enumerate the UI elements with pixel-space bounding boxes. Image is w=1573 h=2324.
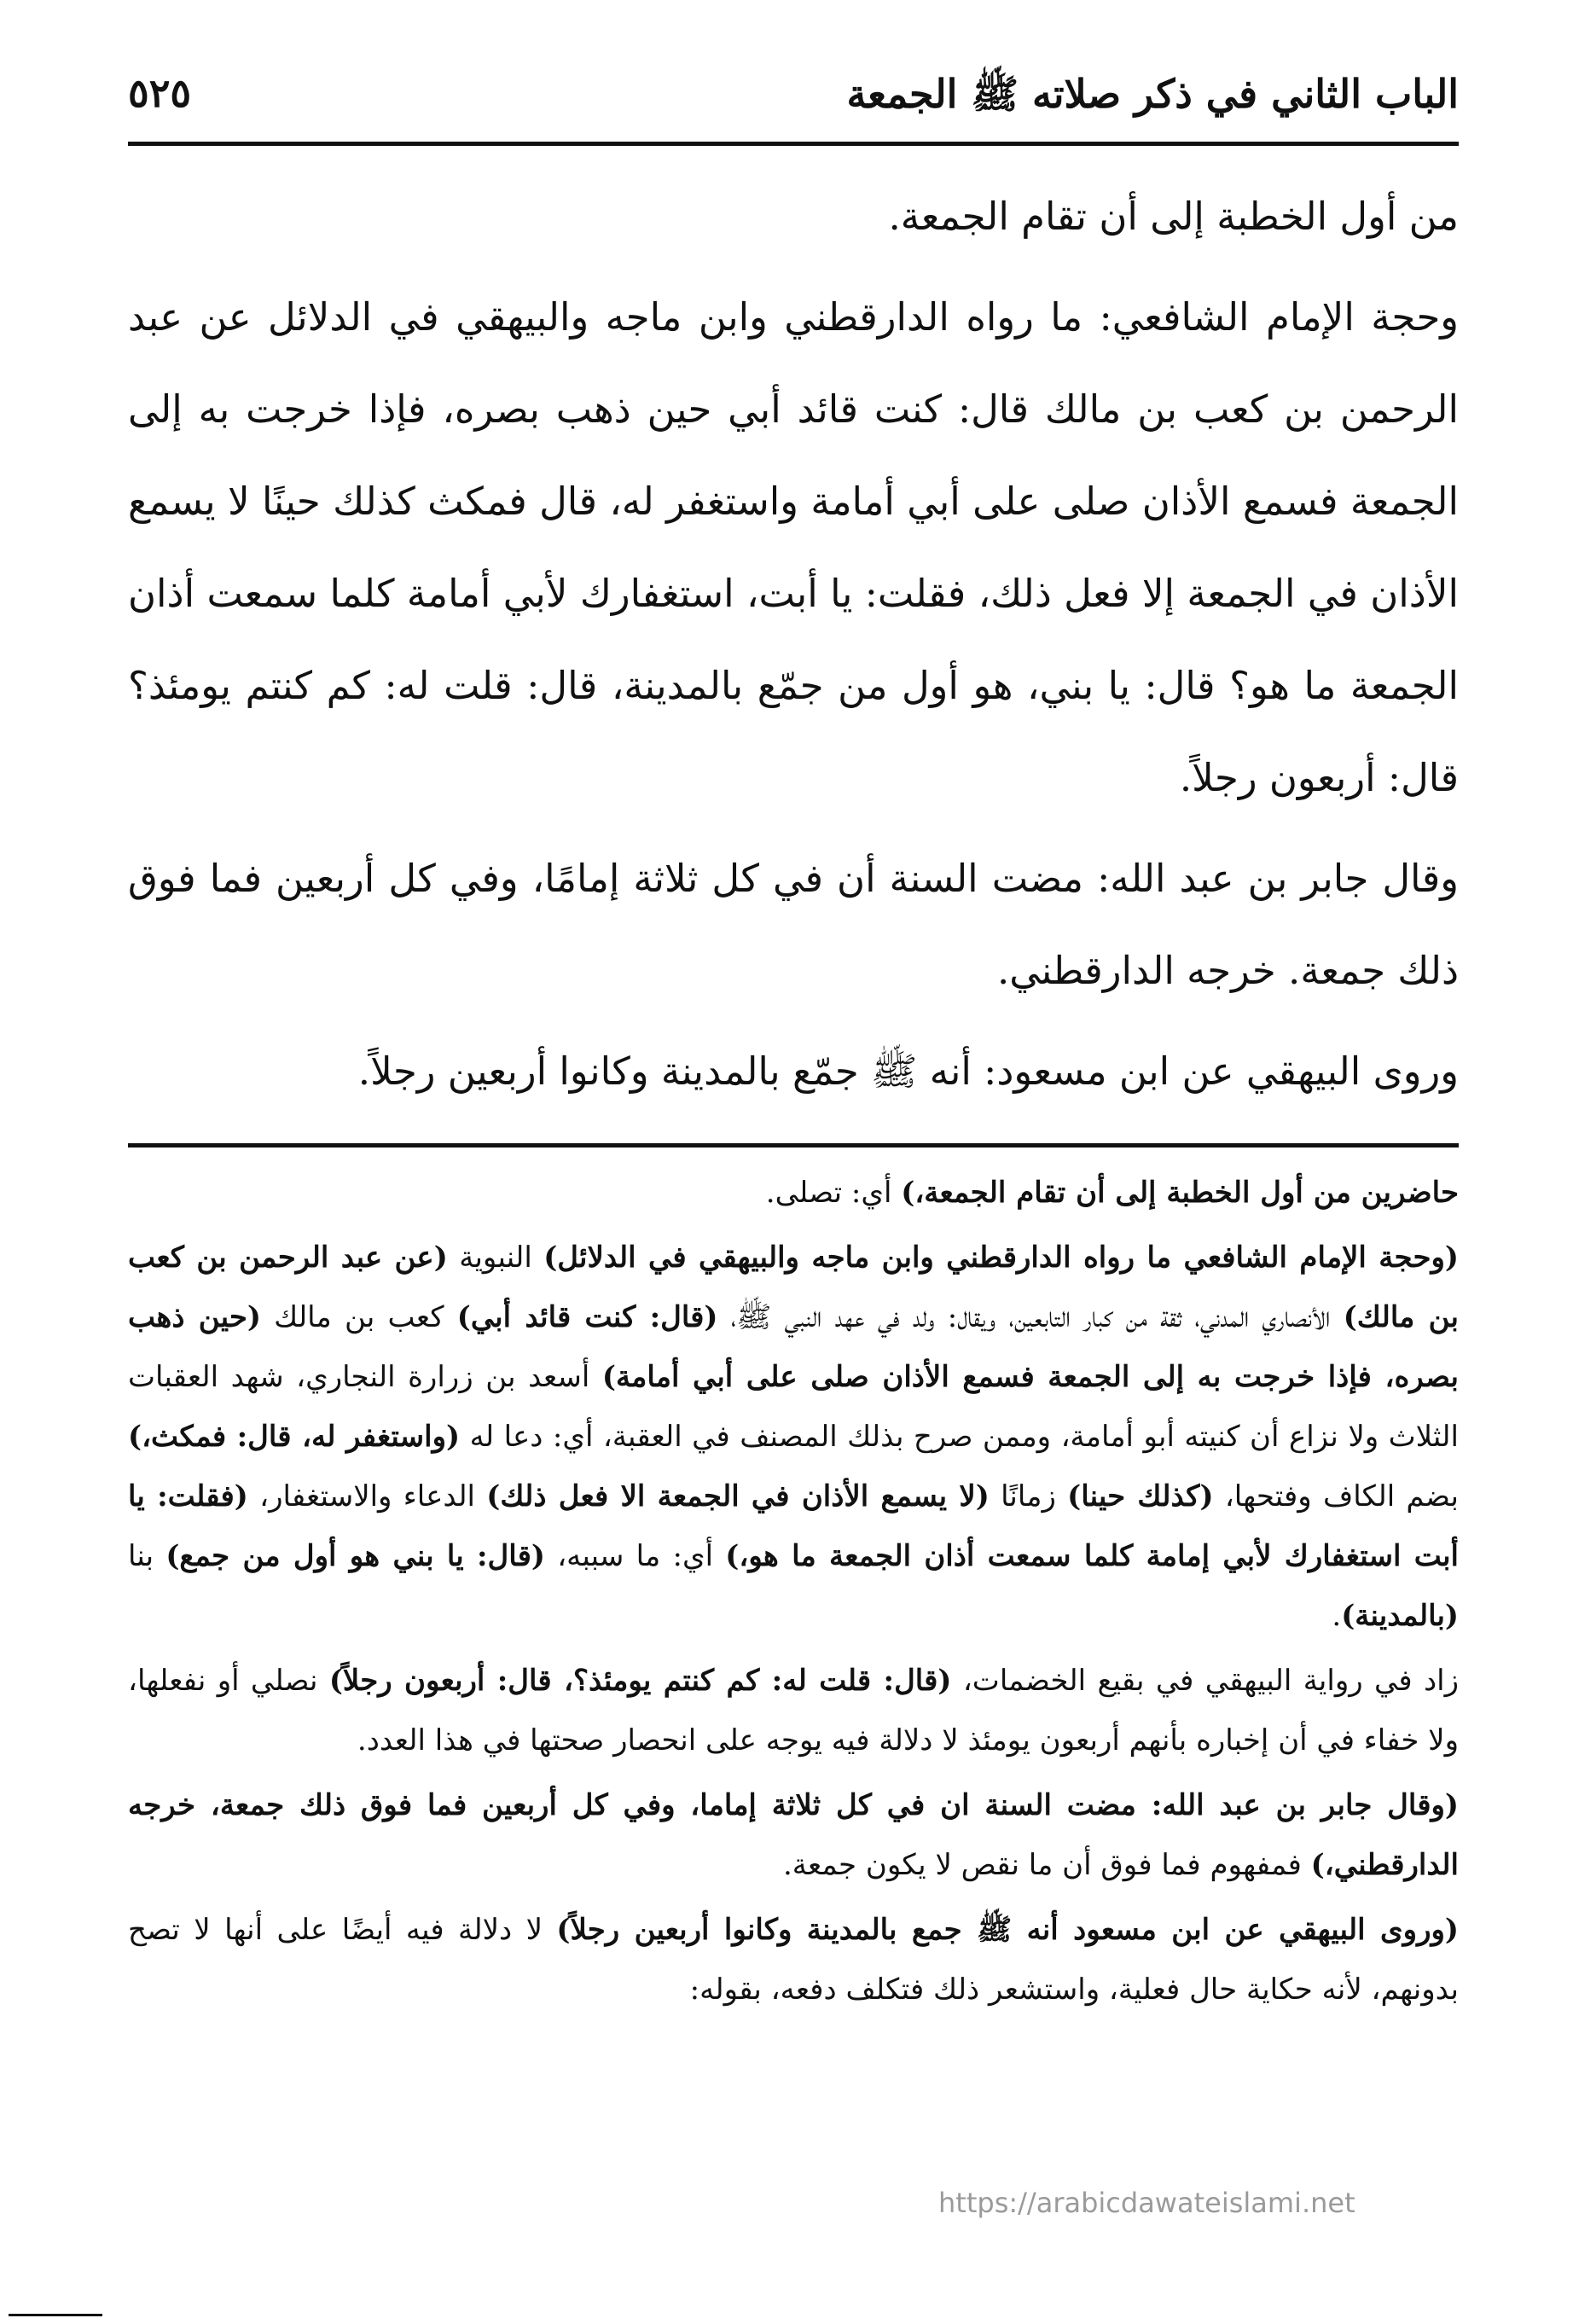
commentary-text: . bbox=[1332, 1599, 1342, 1633]
main-paragraph: وروى البيهقي عن ابن مسعود: أنه ﷺ جمّع بالمدينة وكانوا أربعين رجلاً. bbox=[357, 1049, 1459, 1094]
commentary-text: نصلي أو نفعلها، ولا خفاء في أن إخباره بأنهم أربعون يومئذ لا دلالة فيه يوجه على انحصار صحتها في هذا العدد. bbox=[128, 1664, 1459, 1758]
page-number: ٥٢٥ bbox=[128, 70, 192, 116]
main-paragraph: وحجة الإمام الشافعي: ما رواه الدارقطني وابن ماجه والبيهقي في الدلائل عن عبد الرحمن بن كعب بن مالك قال: كنت قائد أبي حين ذهب بصره، فإذا خرجت به إلى الجمعة فسمع الأذان صلى على أبي أمامة واستغفر له، قال فمكث كذلك حينًا لا يسمع الأذان في الجمعة إلا فعل ذلك، فقلت: يا أبت، استغفارك لأبي أمامة كلما سمعت أذان الجمعة ما هو؟ قال: يا بني، هو أول من جمّع بالمدينة، قال: قلت له: كم كنتم يومئذ؟ قال: أربعون رجلاً. bbox=[128, 294, 1459, 800]
quoted-matn: (وروى البيهقي عن ابن مسعود أنه ﷺ جمع بالمدينة وكانوا أربعين رجلاً) bbox=[556, 1913, 1460, 1947]
chapter-title: الباب الثاني في ذكر صلاته ﷺ الجمعة bbox=[846, 71, 1459, 117]
commentary-paragraph bbox=[128, 1651, 1459, 1770]
commentary-paragraph bbox=[128, 1163, 1459, 1223]
main-text bbox=[128, 171, 1459, 1118]
quoted-matn: (قال: كنت قائد أبي) bbox=[456, 1300, 718, 1334]
commentary-text: أسعد بن زرارة النجاري، شهد العقبات الثلاث ولا نزاع أن كنيته أبو أمامة، وممن صرح بذلك المصنف في العقبة، أي: دعا له bbox=[128, 1360, 1459, 1454]
main-paragraph: وقال جابر بن عبد الله: مضت السنة أن في كل ثلاثة إمامًا، وفي كل أربعين فما فوق ذلك جمعة. خرجه الدارقطني. bbox=[128, 856, 1459, 993]
quoted-matn: (عن عبد الرحمن بن كعب بن مالك) bbox=[128, 1240, 1459, 1334]
commentary-text: فمفهوم فما فوق أن ما نقص لا يكون جمعة. bbox=[782, 1848, 1311, 1882]
quoted-matn: (وقال جابر بن عبد الله: مضت السنة ان في كل ثلاثة إماما، وفي كل أربعين فما فوق ذلك جمعة، خرجه الدارقطني،) bbox=[128, 1788, 1459, 1882]
commentary-paragraph bbox=[128, 1900, 1459, 2019]
quoted-matn: (حين ذهب بصره، فإذا خرجت به إلى الجمعة فسمع الأذان صلى على أبي أمامة) bbox=[128, 1300, 1460, 1394]
commentary bbox=[128, 1163, 1459, 2019]
commentary-text: أي: تصلى. bbox=[765, 1176, 902, 1210]
quoted-matn: (واستغفر له، قال: فمكث،) bbox=[128, 1420, 461, 1454]
commentary-text: كعب بن مالك bbox=[260, 1300, 457, 1334]
main-paragraph: من أول الخطبة إلى أن تقام الجمعة. bbox=[888, 194, 1459, 239]
quoted-matn: (وحجة الإمام الشافعي ما رواه الدارقطني وابن ماجه والبيهقي في الدلائل) bbox=[543, 1240, 1459, 1275]
book-page bbox=[128, 60, 1459, 2025]
corner-rule bbox=[9, 2314, 102, 2316]
commentary-text: بضم الكاف وفتحها، bbox=[1213, 1479, 1459, 1514]
quoted-matn: حاضرين من أول الخطبة إلى أن تقام الجمعة،) bbox=[901, 1176, 1459, 1210]
commentary-text: لا دلالة فيه أيضًا على أنها لا تصح بدونهم، لأنه حكاية حال فعلية، واستشعر ذلك فتكلف دفعه، بقوله: bbox=[128, 1913, 1459, 2007]
quoted-matn: (قال: قلت له: كم كنتم يومئذ؟، قال: أربعون رجلاً) bbox=[328, 1664, 952, 1698]
commentary-paragraph bbox=[128, 1775, 1459, 1895]
commentary-text: زمانًا bbox=[989, 1479, 1068, 1514]
commentary-text: بنا bbox=[128, 1539, 166, 1573]
quoted-matn: (لا يسمع الأذان في الجمعة الا فعل ذلك) bbox=[486, 1479, 990, 1514]
quoted-matn: (قال: يا بني هو أول من جمع) bbox=[165, 1539, 545, 1573]
commentary-text: الدعاء والاستغفار، bbox=[247, 1479, 487, 1514]
commentary-paragraph bbox=[128, 1228, 1459, 1646]
header-rule bbox=[128, 142, 1459, 146]
watermark-url: https://arabicdawateislami.net bbox=[938, 2187, 1355, 2219]
commentary-text: النبوية bbox=[447, 1240, 544, 1275]
quoted-matn: (فقلت: يا أبت استغفارك لأبي إمامة كلما سمعت أذان الجمعة ما هو،) bbox=[128, 1479, 1459, 1573]
quoted-matn: (بالمدينة) bbox=[1341, 1599, 1459, 1633]
commentary-divider bbox=[128, 1143, 1459, 1147]
running-header bbox=[128, 60, 1459, 145]
commentary-text: زاد في رواية البيهقي في بقيع الخضمات، bbox=[951, 1664, 1459, 1698]
commentary-text: الأنصاري المدني، ثقة من كبار التابعين، ويقال: ولد في عهد النبي ﷺ، bbox=[717, 1300, 1344, 1334]
quoted-matn: (كذلك حينا) bbox=[1067, 1479, 1214, 1514]
commentary-text: أي: ما سببه، bbox=[544, 1539, 726, 1573]
